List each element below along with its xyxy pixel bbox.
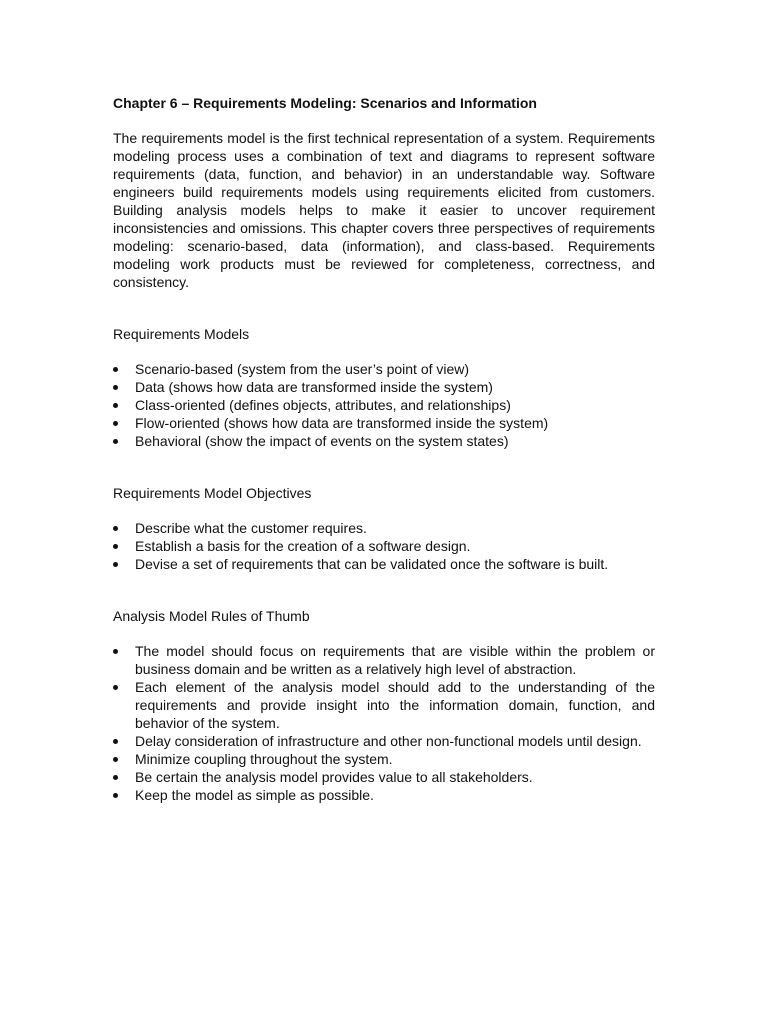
bullet-icon bbox=[113, 421, 118, 426]
list-item bbox=[113, 642, 655, 678]
bullet-icon bbox=[113, 439, 118, 444]
bullet-list bbox=[113, 519, 655, 573]
list-item-text: Each element of the analysis model should add to the understanding of the requirements and provide insight into the information domain, function, and behavior of the system. bbox=[135, 679, 655, 731]
list-item bbox=[113, 537, 655, 555]
list-item bbox=[113, 732, 655, 750]
list-item-text: Devise a set of requirements that can be validated once the software is built. bbox=[135, 556, 609, 572]
bullet-list bbox=[113, 360, 655, 450]
list-item bbox=[113, 414, 655, 432]
bullet-icon bbox=[113, 685, 118, 690]
section-requirements-model-objectives bbox=[113, 484, 655, 573]
bullet-icon bbox=[113, 775, 118, 780]
document-page bbox=[113, 94, 655, 838]
list-item bbox=[113, 750, 655, 768]
list-item-text: Behavioral (show the impact of events on the system states) bbox=[135, 433, 509, 449]
list-item-text: Flow-oriented (shows how data are transformed inside the system) bbox=[135, 415, 549, 431]
list-item-text: Describe what the customer requires. bbox=[135, 520, 367, 536]
list-item bbox=[113, 432, 655, 450]
list-item bbox=[113, 519, 655, 537]
bullet-icon bbox=[113, 562, 118, 567]
bullet-icon bbox=[113, 403, 118, 408]
section-requirements-models bbox=[113, 325, 655, 450]
list-item-text: Be certain the analysis model provides value to all stakeholders. bbox=[135, 769, 533, 785]
intro-paragraph: The requirements model is the first technical representation of a system. Requirements modeling process uses a combination of text and diagrams to represent software requirements (data, function, and behavior) in an understandable way. Software engineers build requirements models using requirements elicited from customers. Building analysis models helps to make it easier to uncover requirement inconsistencies and omissions. This chapter covers three perspectives of requirements modeling: scenario-based, data (information), and class-based. Requirements modeling work products must be reviewed for completeness, correctness, and consistency. bbox=[113, 130, 655, 290]
list-item bbox=[113, 378, 655, 396]
bullet-icon bbox=[113, 367, 118, 372]
list-item-text: Delay consideration of infrastructure and other non-functional models until design. bbox=[135, 733, 642, 749]
bullet-icon bbox=[113, 739, 118, 744]
bullet-icon bbox=[113, 649, 118, 654]
bullet-icon bbox=[113, 526, 118, 531]
list-item-text: The model should focus on requirements that are visible within the problem or business domain and be written as a relatively high level of abstraction. bbox=[135, 643, 655, 677]
chapter-title: Chapter 6 – Requirements Modeling: Scenarios and Information bbox=[113, 95, 537, 111]
list-item-text: Data (shows how data are transformed inside the system) bbox=[135, 379, 493, 395]
list-item bbox=[113, 396, 655, 414]
list-item bbox=[113, 555, 655, 573]
bullet-list bbox=[113, 642, 655, 804]
list-item bbox=[113, 786, 655, 804]
bullet-icon bbox=[113, 757, 118, 762]
bullet-icon bbox=[113, 793, 118, 798]
section-heading: Requirements Models bbox=[113, 326, 250, 342]
list-item-text: Class-oriented (defines objects, attributes, and relationships) bbox=[135, 397, 511, 413]
list-item bbox=[113, 678, 655, 732]
bullet-icon bbox=[113, 544, 118, 549]
section-heading: Requirements Model Objectives bbox=[113, 485, 312, 501]
section-heading: Analysis Model Rules of Thumb bbox=[113, 608, 310, 624]
list-item bbox=[113, 360, 655, 378]
list-item-text: Establish a basis for the creation of a software design. bbox=[135, 538, 471, 554]
section-analysis-model-rules bbox=[113, 607, 655, 804]
list-item-text: Keep the model as simple as possible. bbox=[135, 787, 374, 803]
list-item-text: Minimize coupling throughout the system. bbox=[135, 751, 393, 767]
list-item bbox=[113, 768, 655, 786]
list-item-text: Scenario-based (system from the user’s point of view) bbox=[135, 361, 470, 377]
bullet-icon bbox=[113, 385, 118, 390]
